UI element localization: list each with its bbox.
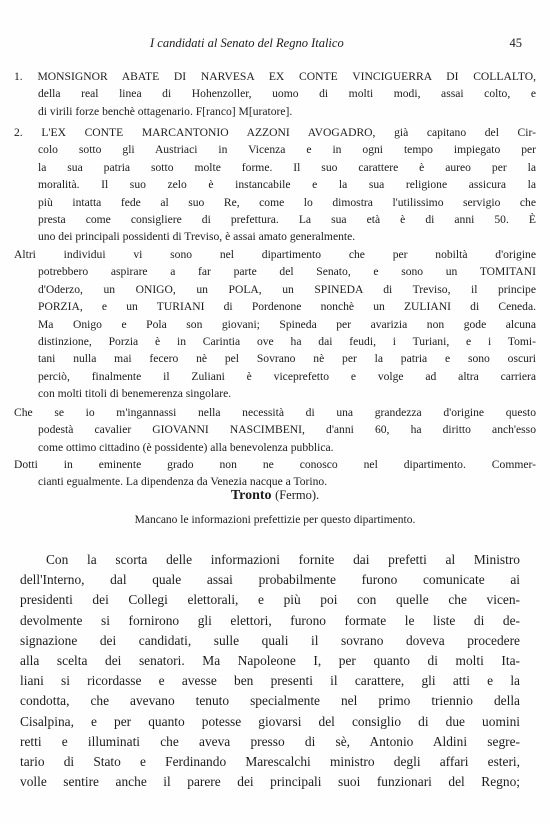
text-line: Che se io m'ingannassi nella necessità di una grandezza d'origine questo: [14, 406, 536, 419]
text-line: colo sotto gli Austriaci in Vicenza e in ogni tempo impiegato per: [38, 143, 536, 157]
text-line: podestà cavalier GIOVANNI NASCIMBENI, d'anni 60, ha diritto anch'esso: [38, 423, 536, 437]
section-note: Mancano le informazioni prefettizie per questo dipartimento.: [134, 514, 416, 526]
closing-paragraph: [20, 550, 520, 792]
running-title: I candidati al Senato del Regno Italico: [150, 36, 344, 50]
text-line: PORZIA, e un TURIANI di Pordenone nonchè un ZULIANI di Ceneda.: [38, 300, 536, 314]
text-line: Ma Onigo e Pola son giovani; Spineda per avarizia non gode alcuna: [38, 317, 536, 331]
text-line: più intatta fede al suo Re, come lo dimostra l'utilissimo servigio che: [38, 195, 536, 209]
text-line: alla scelta dei senatori. Ma Napoleone I, per quanto di molti Ita-: [20, 653, 520, 669]
text-line: Con la scorta delle informazioni fornite dai prefetti al Ministro: [46, 552, 520, 567]
text-line: Cisalpina, e per quanto potesse giovarsi del consiglio di due uomini: [20, 713, 520, 729]
text-line: con molti titoli di benemerenza singolare.: [38, 387, 232, 401]
text-line: Altri individui vi sono nel dipartimento che per nobiltà d'origine: [14, 248, 536, 261]
text-line: devolmente si fornirono gli elettori, furono formate le liste di de-: [20, 612, 520, 628]
text-line: della real linea di Hohenzoller, uomo di molti modi, assai colto, e: [38, 87, 536, 101]
text-line: di virili forze benchè ottagenario. F[ranco] M[uratore].: [38, 104, 293, 118]
text-line: 1. MONSIGNOR ABATE DI NARVESA EX CONTE VINCIGUERRA DI COLLALTO,: [14, 70, 536, 83]
candidate-entry-2: [14, 124, 536, 246]
text-line: perciò, finalmente il Zuliani è viceprefetto e volge ad altra carriera: [38, 369, 536, 383]
running-header: [150, 36, 522, 52]
note-paragraph-2: [14, 456, 536, 491]
text-line: presta come consigliere di prefettura. La sua età è di anni 50. È: [38, 213, 536, 227]
candidate-entry-1: [14, 68, 536, 120]
text-line: distinzione, Porzia è in Carintia ove ha dai feudi, i Turiani, e i Tomi-: [38, 335, 536, 349]
others-paragraph: [14, 246, 536, 403]
text-line: signazione dei candidati, sulle quali il sovrano doveva procedere: [20, 632, 520, 648]
note-paragraph-1: [14, 404, 536, 456]
text-line: cianti egualmente. La dipendenza da Venezia nacque a Torino.: [38, 475, 328, 489]
text-line: tario di Stato e Ferdinando Marescalchi ministro degli affari esteri,: [20, 754, 520, 770]
text-line: retti e illuminati che aveva presso di sè, Antonio Aldini segre-: [20, 733, 520, 749]
entry-number: 1.: [14, 70, 23, 83]
text-line: 2. L'EX CONTE MARCANTONIO AZZONI AVOGADRO, già capitano del Cir-: [14, 126, 536, 139]
section-subtitle: (Fermo).: [275, 488, 320, 502]
text-line: la sua patria sotto molte forme. Il suo carattere è aureo per la: [38, 160, 536, 174]
text-line: potrebbero aspirare a far parte del Senato, e sono un TOMITANI: [38, 265, 536, 279]
text-line: tani nulla mai fecero nè pel Sovrano nè per la patria e sono oscuri: [38, 352, 536, 366]
section-heading: [0, 488, 550, 504]
text-line: condotta, che avevano tenuto specialmente nel primo triennio della: [20, 693, 520, 709]
text-line: presidenti dei Collegi elettorali, e più poi con quelle che vicen-: [20, 592, 520, 608]
text-line: volle sentire anche il parere dei principali suoi funzionari del Regno;: [20, 774, 520, 790]
text-line: uno dei principali possidenti di Treviso, è assai amato generalmente.: [38, 230, 356, 244]
text-line: come ottimo cittadino (è possidente) alla benevolenza pubblica.: [38, 440, 334, 454]
entry-number: 2.: [14, 126, 23, 139]
text-line: Dotti in eminente grado non ne conosco nel dipartimento. Commer-: [14, 458, 536, 471]
text-line: dell'Interno, dal quale assai probabilmente furono comunicate ai: [20, 572, 520, 588]
text-line: d'Oderzo, un ONIGO, un POLA, un SPINEDA di Treviso, il principe: [38, 282, 536, 296]
text-line: liani si ricordasse e avesse ben presenti il carattere, gli atti e la: [20, 673, 520, 689]
text-line: moralità. Il suo zelo è instancabile e la sua religione assicura la: [38, 178, 536, 192]
page-number: 45: [509, 36, 522, 50]
section-title: Tronto: [230, 488, 272, 503]
